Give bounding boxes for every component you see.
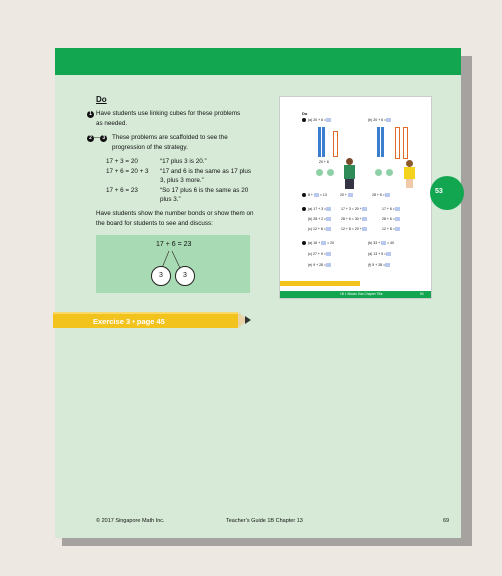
- wb-q1b: (b) 20 + 6 =: [368, 118, 391, 122]
- exercise-label: Exercise 3 • page 45: [93, 317, 165, 326]
- page-tab-number: 53: [435, 188, 443, 195]
- wb-q4-row: (d) 13 + 5 =: [368, 252, 391, 256]
- wb-exercise-strip: [280, 281, 360, 286]
- wb-q4-row: (e) 9 + 28 =: [308, 263, 331, 267]
- wb-q4-row: (f) 5 + 28 =: [368, 263, 390, 267]
- equation-2: 17 + 6 = 20 + 3: [106, 168, 149, 175]
- page-tab: [430, 176, 464, 210]
- step-1-number: 1: [87, 111, 94, 118]
- wb-q1a: (a) 20 + 6 =: [308, 118, 331, 122]
- exercise-pencil-banner: [53, 312, 238, 328]
- number-bond-part-right: 3: [175, 266, 195, 286]
- number-bond-lines: [96, 235, 250, 293]
- wb-q3-icon: [302, 207, 306, 211]
- wb-footer-bar: [280, 291, 431, 298]
- number-bond-part-left: 3: [151, 266, 171, 286]
- bonds-instruction: Have students show the number bonds or show them on the board for students to see and discuss:: [96, 210, 254, 227]
- step-1: [87, 109, 247, 127]
- wb-q2-row-c: 28 + 5 =: [372, 193, 390, 197]
- step-2-3: [87, 133, 257, 151]
- step-2-number: 2: [87, 135, 94, 142]
- wb-q4-row: (b) 33 + = 40: [368, 241, 395, 245]
- pencil-lead-icon: [245, 316, 251, 324]
- wb-q3-row: 12 + 8 = 20 +: [341, 227, 367, 231]
- number-bond-equation: 17 + 6 = 23: [156, 241, 192, 248]
- wb-bond-label: 20 + 6: [319, 160, 329, 164]
- step-range-dash: —: [94, 134, 101, 141]
- quote-2: “17 and 6 is the same as 17 plus 3, plus 3 more.”: [160, 168, 252, 184]
- quote-3: “So 17 plus 6 is the same as 20 plus 3.”: [160, 187, 249, 203]
- wb-footer-page: 53: [420, 292, 424, 296]
- wb-q3-row: (b) 28 + 2 =: [308, 217, 331, 221]
- step-1-text: Have students use linking cubes for these problems as needed.: [96, 110, 241, 127]
- wb-q3-row: (a) 17 + 3 =: [308, 207, 331, 211]
- section-title: Do: [96, 95, 107, 104]
- wb-q3-row: (c) 12 + 8 =: [308, 227, 331, 231]
- footer-copyright: © 2017 Singapore Math Inc.: [96, 518, 165, 524]
- footer-guide-title: Teacher’s Guide 1B Chapter 13: [226, 518, 303, 524]
- workbook-do: Do: [302, 111, 308, 116]
- wb-q1-icon: [302, 118, 306, 122]
- workbook-thumbnail: [279, 96, 432, 299]
- step-3-number: 3: [100, 135, 107, 142]
- footer-page-number: 69: [443, 518, 450, 524]
- header-bar: [55, 48, 461, 75]
- wb-q4-row: (c) 27 + 9 =: [308, 252, 331, 256]
- number-bond-box: [96, 235, 250, 293]
- equation-3: 17 + 6 = 23: [106, 187, 138, 194]
- wb-q3-row: 17 + 3 = 20 +: [341, 207, 367, 211]
- wb-q3-row: 12 + 8 =: [382, 227, 400, 231]
- wb-footer-title: 1B 1 Blocks Sub-Chapter Title: [340, 292, 383, 296]
- quote-1: “17 plus 3 is 20.”: [160, 158, 207, 165]
- wb-q3-row: 28 + 6 = 30 +: [341, 217, 367, 221]
- wb-q2-icon: [302, 193, 306, 197]
- guide-page: [55, 48, 461, 538]
- wb-q3-row: 17 + 6 =: [382, 207, 400, 211]
- wb-q3-row: 28 + 6 =: [382, 217, 400, 221]
- wb-q2-row: 8 + = 13: [308, 193, 327, 197]
- step-2-3-text: These problems are scaffolded to see the progression of the strategy.: [112, 134, 228, 151]
- wb-q4-icon: [302, 241, 306, 245]
- wb-q2-row-b: 20 +: [340, 193, 353, 197]
- wb-q4-row: (a) 16 + = 20: [308, 241, 335, 245]
- equation-1: 17 + 3 = 20: [106, 158, 138, 165]
